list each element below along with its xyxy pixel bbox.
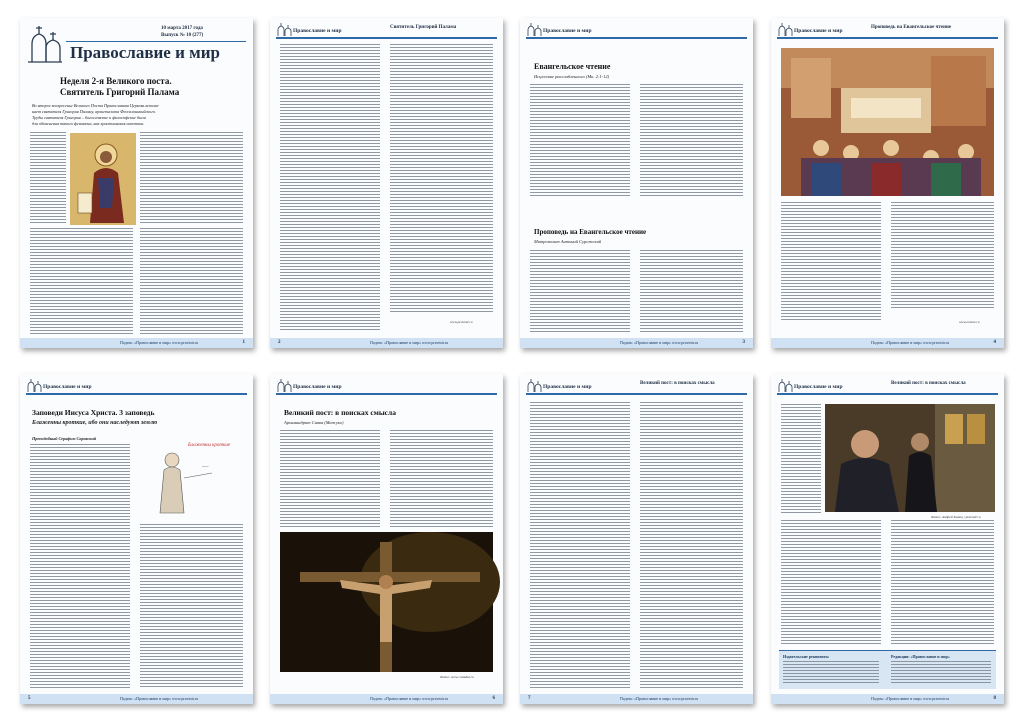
page-5-byline: Преподобный Серафим Саровский	[32, 436, 97, 441]
page-8-imprint-box	[779, 650, 996, 689]
svg-text:Православие и мир: Православие и мир	[543, 384, 592, 390]
page-1-text-col-2	[140, 132, 243, 224]
header-rule	[777, 393, 998, 395]
header-rule	[276, 393, 497, 395]
imprint-right-heading: Редакция: «Православие и мир»	[891, 654, 950, 659]
page-1-lead-2: нает святителя Григория Паламу, архиепископа Фессалоникийского.	[32, 109, 156, 114]
church-domes-logo-icon	[526, 377, 592, 393]
page-4-header	[771, 18, 1004, 40]
page-number: 7	[528, 695, 531, 701]
page-number: 4	[993, 339, 996, 345]
church-domes-logo-icon	[276, 21, 342, 37]
page-4-text-col-2	[891, 202, 994, 310]
page-6-text-col-2	[390, 430, 493, 528]
page-8-text-col-3	[891, 520, 994, 644]
page-8-text-col-2	[781, 520, 881, 644]
page-3-text-col-3	[530, 250, 630, 334]
footer-text: Подать: «Православие и мир» www.pravmir.ru	[620, 340, 699, 345]
page-number: 8	[993, 695, 996, 701]
page-5	[20, 374, 253, 704]
page-2-text-col-2	[390, 44, 493, 314]
page-6-header	[270, 374, 503, 396]
page-7-header	[520, 374, 753, 396]
page-7-text-col-2	[640, 402, 743, 688]
footer-text: Подать: «Православие и мир» www.pravmir.ru	[120, 340, 199, 345]
footer-text: Подать: «Православие и мир» www.pravmir.ru	[871, 340, 950, 345]
page-6-footer	[270, 694, 503, 704]
footer-text: Подать: «Православие и мир» www.pravmir.ru	[620, 696, 699, 701]
page-4-source: www.oslove.ru	[959, 320, 980, 324]
page-3-text-col-4	[640, 250, 743, 334]
page-4	[771, 18, 1004, 348]
page-2-header	[270, 18, 503, 40]
masthead-rule	[66, 41, 246, 42]
page-1-title-line1: Неделя 2-я Великого поста.	[60, 76, 172, 86]
page-4-text-col-1	[781, 202, 881, 320]
footer-text: Подать: «Православие и мир» www.pravmir.ru	[871, 696, 950, 701]
page-8-prayer-photo	[825, 404, 995, 512]
header-rule	[777, 37, 998, 39]
page-2-source: www.pravmir.ru	[450, 320, 473, 324]
page-8-header	[771, 374, 1004, 396]
masthead	[26, 22, 247, 66]
masthead-title: Православие и мир	[70, 43, 220, 62]
page-4-footer	[771, 338, 1004, 348]
issue-date: 10 марта 2017 года	[161, 26, 203, 31]
page-7	[520, 374, 753, 704]
page-4-fresco-image	[781, 48, 994, 196]
footer-text: Подать: «Православие и мир» www.pravmir.ru	[370, 696, 449, 701]
header-rule	[526, 37, 747, 39]
svg-text:Православие и мир: Православие и мир	[543, 28, 592, 34]
page-3-header	[520, 18, 753, 40]
page-3-heading-2: Проповедь на Евангельское чтение	[534, 228, 647, 236]
running-head: Проповедь на Евангельское чтение	[871, 25, 952, 30]
page-2	[270, 18, 503, 348]
page-5-sub: Блаженны кроткие, ибо они наследуют землю	[32, 420, 158, 426]
page-5-text-col-2	[140, 524, 243, 688]
page-7-text-col-1	[530, 402, 630, 688]
running-head: Великий пост: в поисках смысла	[640, 381, 715, 386]
page-3-sub-2: Митрополит Антоний Сурожский	[534, 239, 602, 244]
page-7-footer	[520, 694, 753, 704]
page-3-footer	[520, 338, 753, 348]
page-3-sub-1: Исцеление расслабленного (Мк. 2:1-12)	[534, 74, 610, 79]
page-2-footer	[270, 338, 503, 348]
page-1-text-col-1	[30, 132, 66, 224]
page-8-photo-caption: Фото: Андрей Заятц / pravmir.ru	[931, 515, 981, 519]
page-8-footer	[771, 694, 1004, 704]
page-1-icon-image	[70, 133, 136, 225]
imprint-right-lines	[891, 661, 991, 685]
church-domes-logo-icon	[777, 377, 843, 393]
running-head: Святитель Григорий Палама	[390, 25, 457, 30]
page-number: 6	[492, 695, 495, 701]
page-6-heading: Великий пост: в поисках смысла	[284, 408, 396, 417]
page-5-heading: Заповеди Иисуса Христа. 3 заповедь	[32, 408, 155, 417]
issue-number: Выпуск № 10 (277)	[161, 33, 204, 38]
svg-text:Православие и мир: Православие и мир	[293, 384, 342, 390]
page-6-byline: Архимандрит Савва (Мажуко)	[284, 420, 344, 425]
church-domes-logo-icon	[276, 377, 342, 393]
page-6-text-col-1	[280, 430, 380, 528]
page-3-text-col-1	[530, 84, 630, 196]
church-domes-logo-icon	[26, 377, 92, 393]
svg-text:Православие и мир: Православие и мир	[794, 384, 843, 390]
svg-text:Православие и мир: Православие и мир	[293, 28, 342, 34]
page-3-heading-1: Евангельское чтение	[534, 62, 611, 71]
page-8-text-col-1	[781, 404, 821, 514]
svg-text:Православие и мир: Православие и мир	[43, 384, 92, 390]
church-domes-logo-icon	[777, 21, 843, 37]
svg-text:Блаженны кроткие: Блаженны кроткие	[188, 443, 231, 448]
page-1-footer	[20, 338, 253, 348]
page-1-title-line2: Святитель Григорий Палама	[60, 87, 180, 97]
page-number: 5	[28, 695, 31, 701]
page-3	[520, 18, 753, 348]
church-domes-logo-icon	[526, 21, 592, 37]
page-1-lead-4: для объяснения такого феномена, как христианская аскетика.	[32, 121, 145, 126]
page-6-crucifix-photo	[280, 532, 493, 672]
page-1-text-col-3	[30, 228, 133, 334]
header-rule	[26, 393, 247, 395]
page-1	[20, 18, 253, 348]
footer-text: Подать: «Православие и мир» www.pravmir.ru	[120, 696, 199, 701]
page-5-saint-drawing	[142, 438, 242, 518]
church-domes-logo-icon	[26, 22, 64, 64]
page-5-text-col-1	[30, 444, 130, 688]
page-6-photo-caption: Фото: www.rusizdat.ru	[440, 675, 474, 679]
page-5-footer	[20, 694, 253, 704]
page-1-text-col-4	[140, 228, 243, 334]
header-rule	[276, 37, 497, 39]
page-number: 3	[742, 339, 745, 345]
imprint-left-heading: Издательские реквизиты	[783, 654, 829, 659]
running-head: Великий пост: в поисках смысла	[891, 381, 966, 386]
page-8	[771, 374, 1004, 704]
page-number: 1	[242, 339, 245, 345]
page-2-text-col-1	[280, 44, 380, 332]
svg-text:Православие и мир: Православие и мир	[794, 28, 843, 34]
footer-text: Подать: «Православие и мир» www.pravmir.ru	[370, 340, 449, 345]
page-6	[270, 374, 503, 704]
page-3-text-col-2	[640, 84, 743, 196]
imprint-left-lines	[783, 661, 879, 685]
page-1-lead-3: Труды святителя Григория – богословские и философские были	[32, 115, 146, 120]
header-rule	[526, 393, 747, 395]
page-5-header	[20, 374, 253, 396]
svg-text:~~~: ~~~	[202, 464, 209, 469]
page-1-lead-1: Во второе воскресенье Великого Поста Православная Церковь вспоми-	[32, 103, 160, 108]
page-number: 2	[278, 339, 281, 345]
